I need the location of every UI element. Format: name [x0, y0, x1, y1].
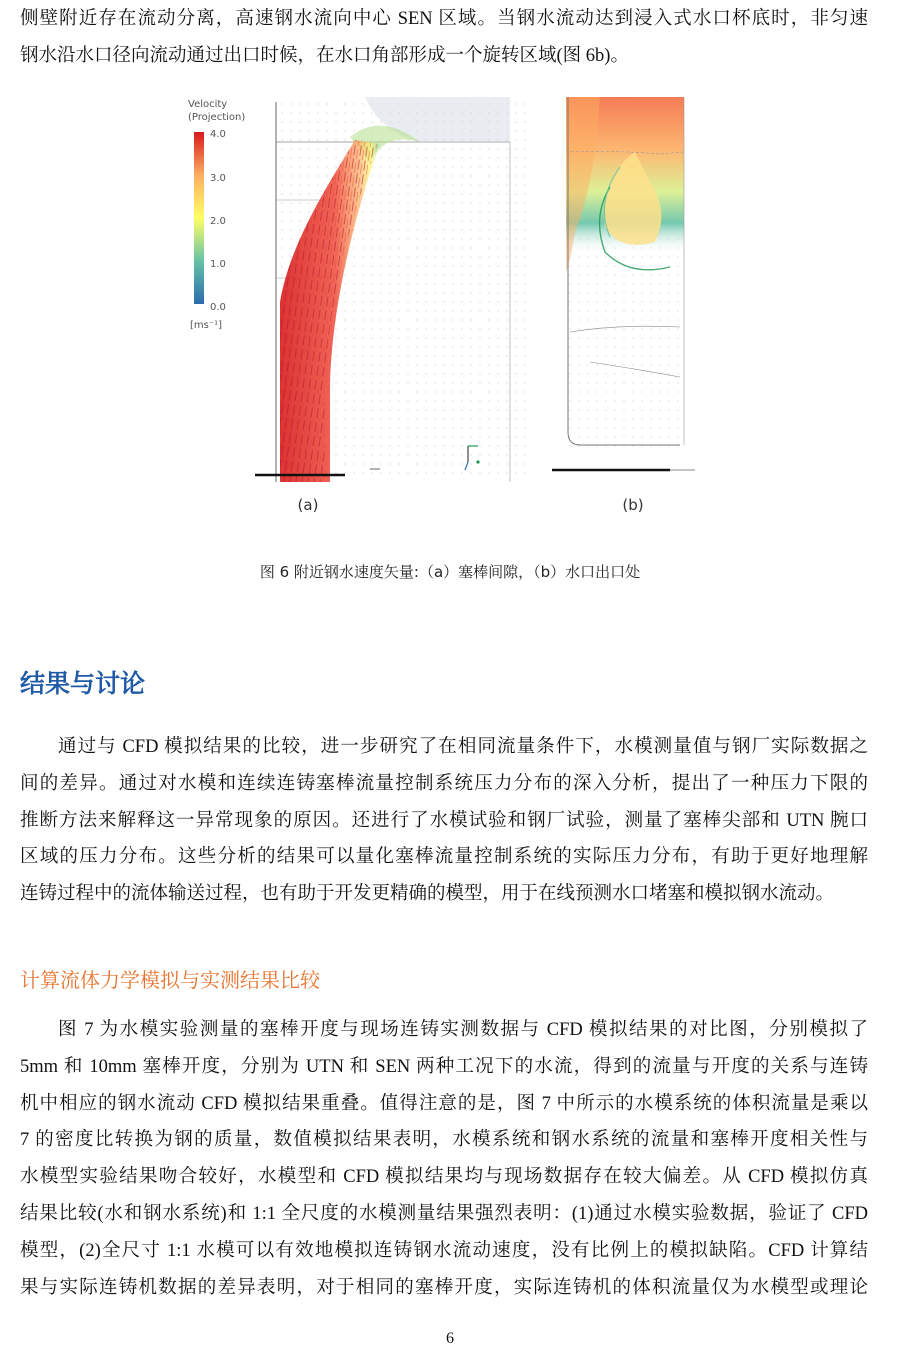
paragraph-line: 模型，(2)全尺寸 1:1 水模可以有效地模拟连铸钢水流动速度，没有比例上的模拟缺陷。CFD 计算结	[20, 1240, 868, 1261]
legend-tick: 4.0	[210, 129, 226, 140]
velocity-vector-figure	[180, 92, 720, 532]
color-bar	[194, 132, 204, 304]
paragraph-line: 机中相应的钢水流动 CFD 模拟结果重叠。值得注意的是，图 7 中所示的水模系统的体积流量是乘以	[20, 1093, 868, 1114]
paragraph-line: 水模型实验结果吻合较好，水模型和 CFD 模拟结果均与现场数据存在较大偏差。从 CFD 模拟仿真	[20, 1167, 868, 1188]
panel-b	[552, 97, 695, 514]
paragraph-line: 5mm 和 10mm 塞棒开度，分别为 UTN 和 SEN 两种工况下的水流，得到的流量与开度的关系与连铸	[20, 1056, 868, 1077]
paragraph-1	[20, 729, 868, 913]
paragraph-line: 连铸过程中的流体输送过程，也有助于开发更精确的模型，用于在线预测水口堵塞和模拟钢水流动。	[20, 884, 835, 905]
panel-b-label: (b)	[622, 496, 644, 514]
legend-tick: 3.0	[210, 173, 226, 184]
paragraph-line: 区域的压力分布。这些分析的结果可以量化塞棒流量控制系统的实际压力分布，有助于更好地理解	[20, 847, 868, 868]
paragraph-2	[20, 1012, 868, 1306]
figure-6	[180, 92, 720, 532]
legend-tick: 2.0	[210, 216, 226, 227]
panel-a-label: (a)	[297, 496, 319, 514]
panel-a	[255, 97, 526, 514]
legend-tick: 0.0	[210, 302, 226, 313]
page-number: 6	[446, 1330, 454, 1347]
legend-tick: 1.0	[210, 259, 226, 270]
legend-title: Velocity	[188, 99, 228, 110]
legend-subtitle: (Projection)	[188, 112, 246, 123]
subsection-title: 计算流体力学模拟与实测结果比较	[20, 968, 320, 992]
paragraph-line: 结果比较(水和钢水系统)和 1:1 全尺度的水模测量结果强烈表明：(1)通过水模实验数据，验证了 CFD	[20, 1203, 868, 1224]
paragraph-line: 图 7 为水模实验测量的塞棒开度与现场连铸实测数据与 CFD 模拟结果的对比图，分别模拟了	[58, 1020, 868, 1040]
paragraph-line: 钢水沿水口径向流动通过出口时候，在水口角部形成一个旋转区域(图 6b)。	[20, 45, 629, 66]
paragraph-line: 间的差异。通过对水模和连续连铸塞棒流量控制系统压力分布的深入分析，提出了一种压力下限的	[20, 773, 868, 794]
paragraph-line: 通过与 CFD 模拟结果的比较，进一步研究了在相同流量条件下，水模测量值与钢厂实际数据之	[58, 737, 868, 757]
paragraph-line: 推断方法来解释这一异常现象的原因。还进行了水模试验和钢厂试验，测量了塞棒尖部和 UTN 腕口	[20, 810, 868, 831]
top-paragraph	[20, 1, 868, 75]
figure-caption: 图 6 附近钢水速度矢量:（a）塞棒间隙，（b）水口出口处	[259, 563, 641, 581]
paragraph-line: 侧壁附近存在流动分离，高速钢水流向中心 SEN 区域。当钢水流动达到浸入式水口杯底时，非匀速	[20, 9, 868, 29]
paragraph-line: 果与实际连铸机数据的差异表明，对于相同的塞棒开度，实际连铸机的体积流量仅为水模型或理论	[20, 1277, 868, 1298]
section-title: 结果与讨论	[20, 669, 146, 698]
paragraph-line: 7 的密度比转换为钢的质量，数值模拟结果表明，水模系统和钢水系统的流量和塞棒开度相关性与	[20, 1130, 868, 1151]
legend-unit: [ms⁻¹]	[190, 320, 223, 331]
